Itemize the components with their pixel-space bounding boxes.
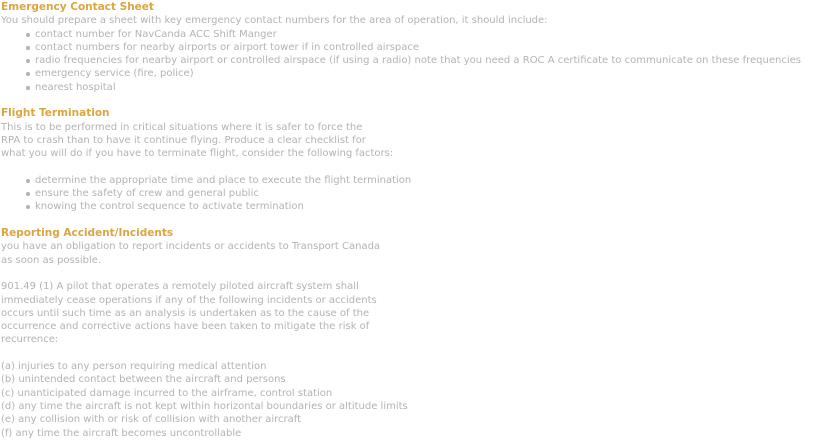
list-item: contact number for NavCanda ACC Shift Manger [35,28,826,41]
list-item: (a) injuries to any person requiring medical attention [1,361,267,373]
flight-termination-section [1,107,826,213]
emergency-contact-intro: You should prepare a sheet with key emergency contact numbers for the area of operation, it should include: [1,15,548,27]
spacer [1,214,826,227]
spacer [1,347,826,360]
list-item: nearest hospital [35,81,826,94]
list-item: (e) any collision with or risk of collision with another aircraft [1,414,302,426]
regulation-text: 901.49 (1) A pilot that operates a remotely piloted aircraft system shall immediately cease operations if any of the following incidents or accidents occurs until such time as an analysis is undertaken as to the cause of the occurrence and corrective actions have been taken to mitigate the risk of recurrence: [1,281,377,346]
list-item: radio frequencies for nearby airport or controlled airspace (if using a radio) note that you need a ROC A certificate to communicate on these frequencies [35,54,826,67]
list-item: determine the appropriate time and place to execute the flight termination [35,174,826,187]
spacer [1,267,826,280]
list-item: (d) any time the aircraft is not kept within horizontal boundaries or altitude limits [1,400,408,412]
list-item: (c) unanticipated damage incurred to the airframe, control station [1,387,333,399]
list-item: contact numbers for nearby airports or airport tower if in controlled airspace [35,41,826,54]
emergency-contact-section [1,1,826,94]
flight-termination-intro: This is to be performed in critical situations where it is safer to force the RPA to crash than to have it continue flying. Produce a clear checklist for what you will do if you have to terminate flight, consider the following factors: [1,121,394,160]
flight-termination-heading: Flight Termination [1,107,110,120]
list-item: emergency service (fire, police) [35,67,826,80]
emergency-contact-list [1,28,826,94]
spacer [1,94,826,107]
spacer [1,161,826,174]
incident-list [1,360,826,440]
emergency-contact-heading: Emergency Contact Sheet [1,1,154,13]
list-item: (b) unintended contact between the aircraft and persons [1,374,286,386]
reporting-section [1,227,826,440]
list-item: (f) any time the aircraft becomes uncontrollable [1,427,242,439]
reporting-heading: Reporting Accident/Incidents [1,227,174,240]
list-item: ensure the safety of crew and general public [35,187,826,200]
reporting-intro: you have an obligation to report incidents or accidents to Transport Canada as soon as possible. [1,241,381,266]
flight-termination-list [1,174,826,214]
list-item: knowing the control sequence to activate termination [35,200,826,213]
